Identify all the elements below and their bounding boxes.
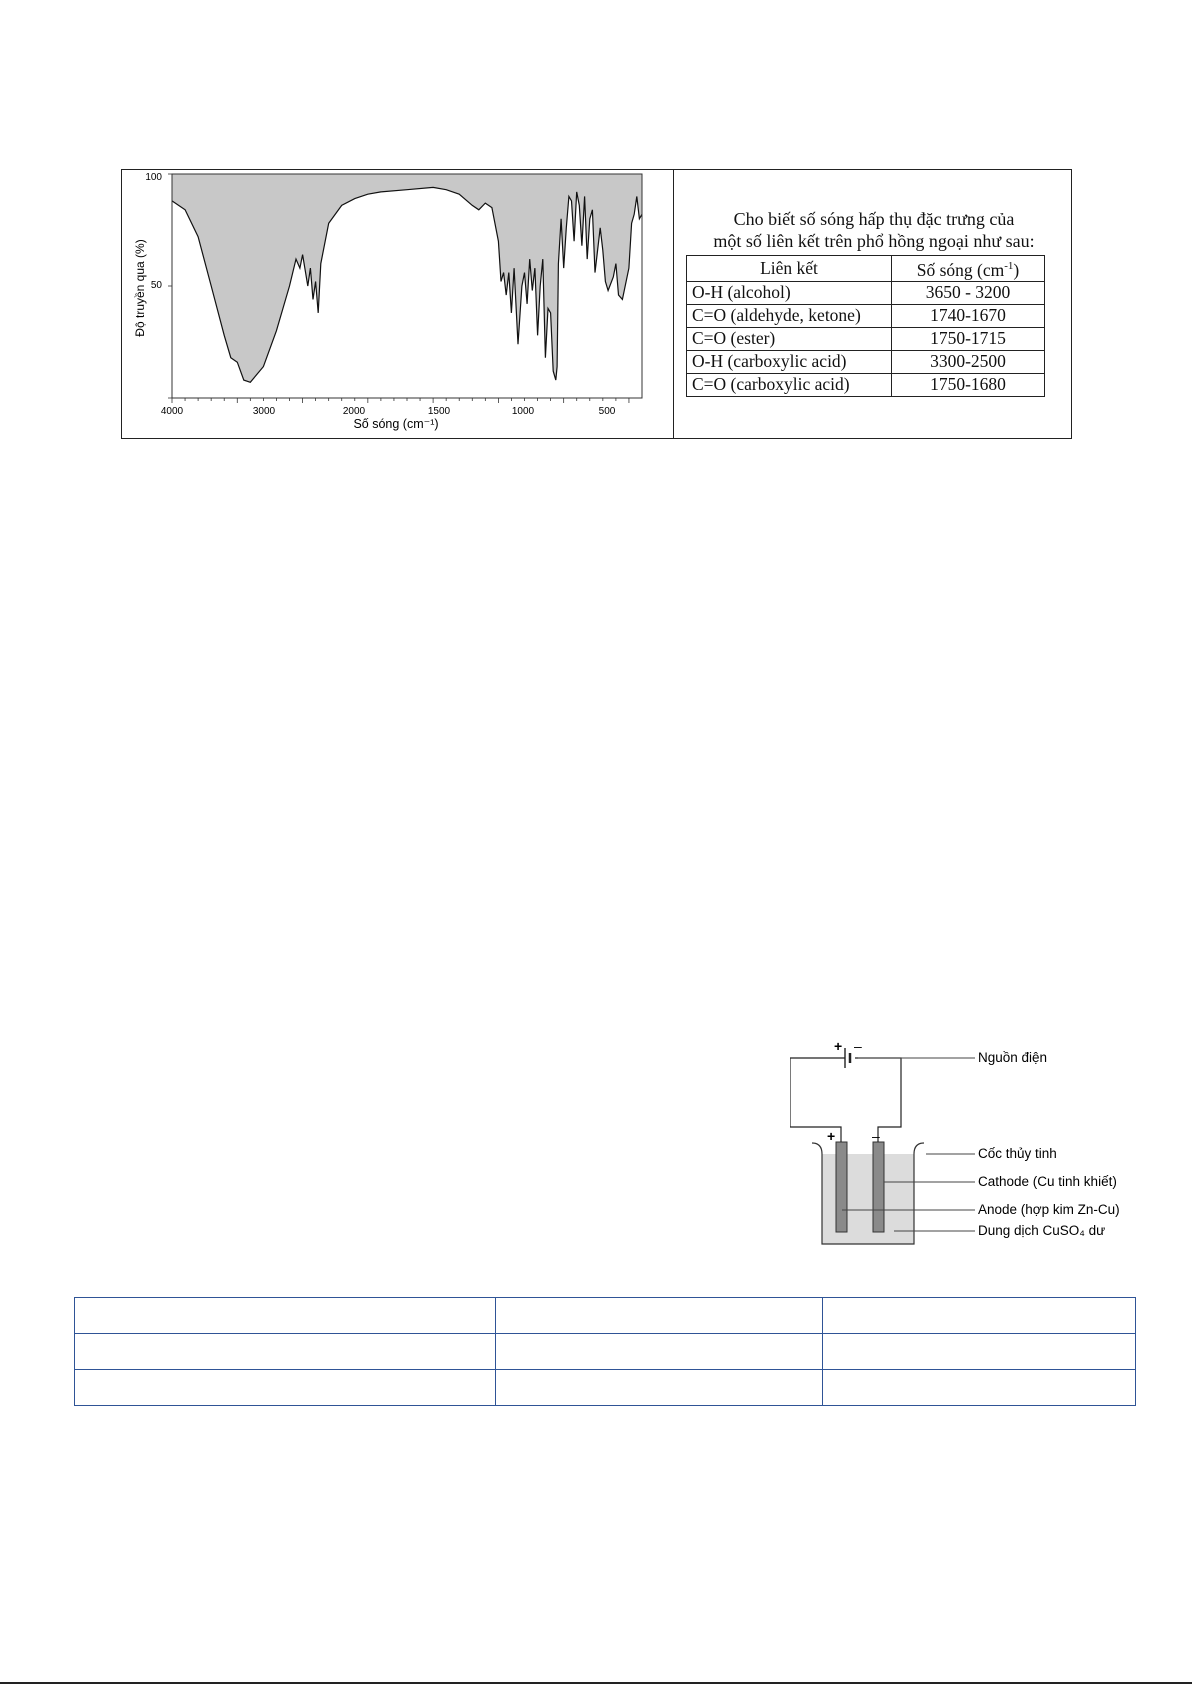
y-axis-label: Độ truyền qua (%) (133, 239, 147, 337)
bond-cell: O-H (alcohol) (687, 281, 892, 304)
table-row (687, 327, 1045, 350)
table-row (75, 1370, 1136, 1406)
label-power-source: Nguồn điện (978, 1050, 1048, 1065)
anode-plus: + (827, 1128, 836, 1144)
cathode-electrode (873, 1142, 884, 1232)
header-wavenumber-end: ) (1013, 259, 1020, 280)
footer-rule (0, 1682, 1192, 1684)
header-wavenumber-base: Số sóng (cm (916, 259, 1005, 280)
label-anode: Anode (hợp kim Zn-Cu) (978, 1202, 1120, 1217)
anode-electrode (836, 1142, 847, 1232)
x-tick-500: 500 (598, 406, 616, 417)
answer-cell[interactable] (823, 1298, 1136, 1334)
answer-cell[interactable] (823, 1370, 1136, 1406)
x-tick-1500: 1500 (427, 406, 451, 417)
table-row (687, 373, 1045, 396)
x-tick-1000: 1000 (511, 406, 535, 417)
reference-caption-line2: một số liên kết trên phổ hồng ngoại như sau: (713, 231, 1035, 251)
wavenumber-cell: 3300-2500 (892, 350, 1045, 373)
answer-cell[interactable] (496, 1370, 823, 1406)
wavenumber-cell: 1750-1680 (892, 373, 1045, 396)
label-beaker: Cốc thủy tinh (978, 1146, 1057, 1161)
y-tick-50: 50 (150, 280, 162, 291)
header-wavenumber (892, 256, 1045, 282)
answer-cell[interactable] (75, 1370, 496, 1406)
circuit-wire (790, 1058, 901, 1142)
reference-caption (684, 208, 1064, 252)
bond-cell: C=O (ester) (687, 327, 892, 350)
x-tick-4000: 4000 (160, 406, 184, 417)
table-header-row (687, 256, 1045, 282)
electrolysis-diagram (790, 1038, 1150, 1258)
wavenumber-cell: 3650 - 3200 (892, 281, 1045, 304)
wavenumber-cell: 1750-1715 (892, 327, 1045, 350)
x-tick-3000: 3000 (252, 406, 276, 417)
header-wavenumber-sup: -1 (1004, 260, 1014, 272)
battery-minus: – (854, 1038, 862, 1054)
wavenumber-cell: 1740-1670 (892, 304, 1045, 327)
header-bond: Liên kết (687, 256, 892, 282)
bond-cell: C=O (aldehyde, ketone) (687, 304, 892, 327)
label-cathode: Cathode (Cu tinh khiết) (978, 1174, 1117, 1189)
answer-cell[interactable] (823, 1334, 1136, 1370)
label-solution: Dung dịch CuSO₄ dư (978, 1223, 1106, 1238)
answer-cell[interactable] (496, 1298, 823, 1334)
table-row (687, 281, 1045, 304)
battery-plus: + (834, 1038, 843, 1054)
table-row (75, 1334, 1136, 1370)
ir-spectrum-chart (126, 170, 646, 434)
cathode-minus: – (872, 1128, 880, 1144)
table-row (687, 350, 1045, 373)
ir-reference-table (686, 255, 1045, 397)
answer-table (74, 1297, 1136, 1406)
figure-divider (673, 169, 674, 439)
table-row (75, 1298, 1136, 1334)
answer-cell[interactable] (75, 1334, 496, 1370)
y-tick-100: 100 (145, 172, 162, 183)
reference-caption-line1: Cho biết số sóng hấp thụ đặc trưng của (733, 209, 1015, 229)
answer-cell[interactable] (496, 1334, 823, 1370)
x-tick-2000: 2000 (342, 406, 366, 417)
bond-cell: O-H (carboxylic acid) (687, 350, 892, 373)
answer-cell[interactable] (75, 1298, 496, 1334)
table-row (687, 304, 1045, 327)
x-axis-label: Số sóng (cm⁻¹) (353, 417, 439, 431)
bond-cell: C=O (carboxylic acid) (687, 373, 892, 396)
